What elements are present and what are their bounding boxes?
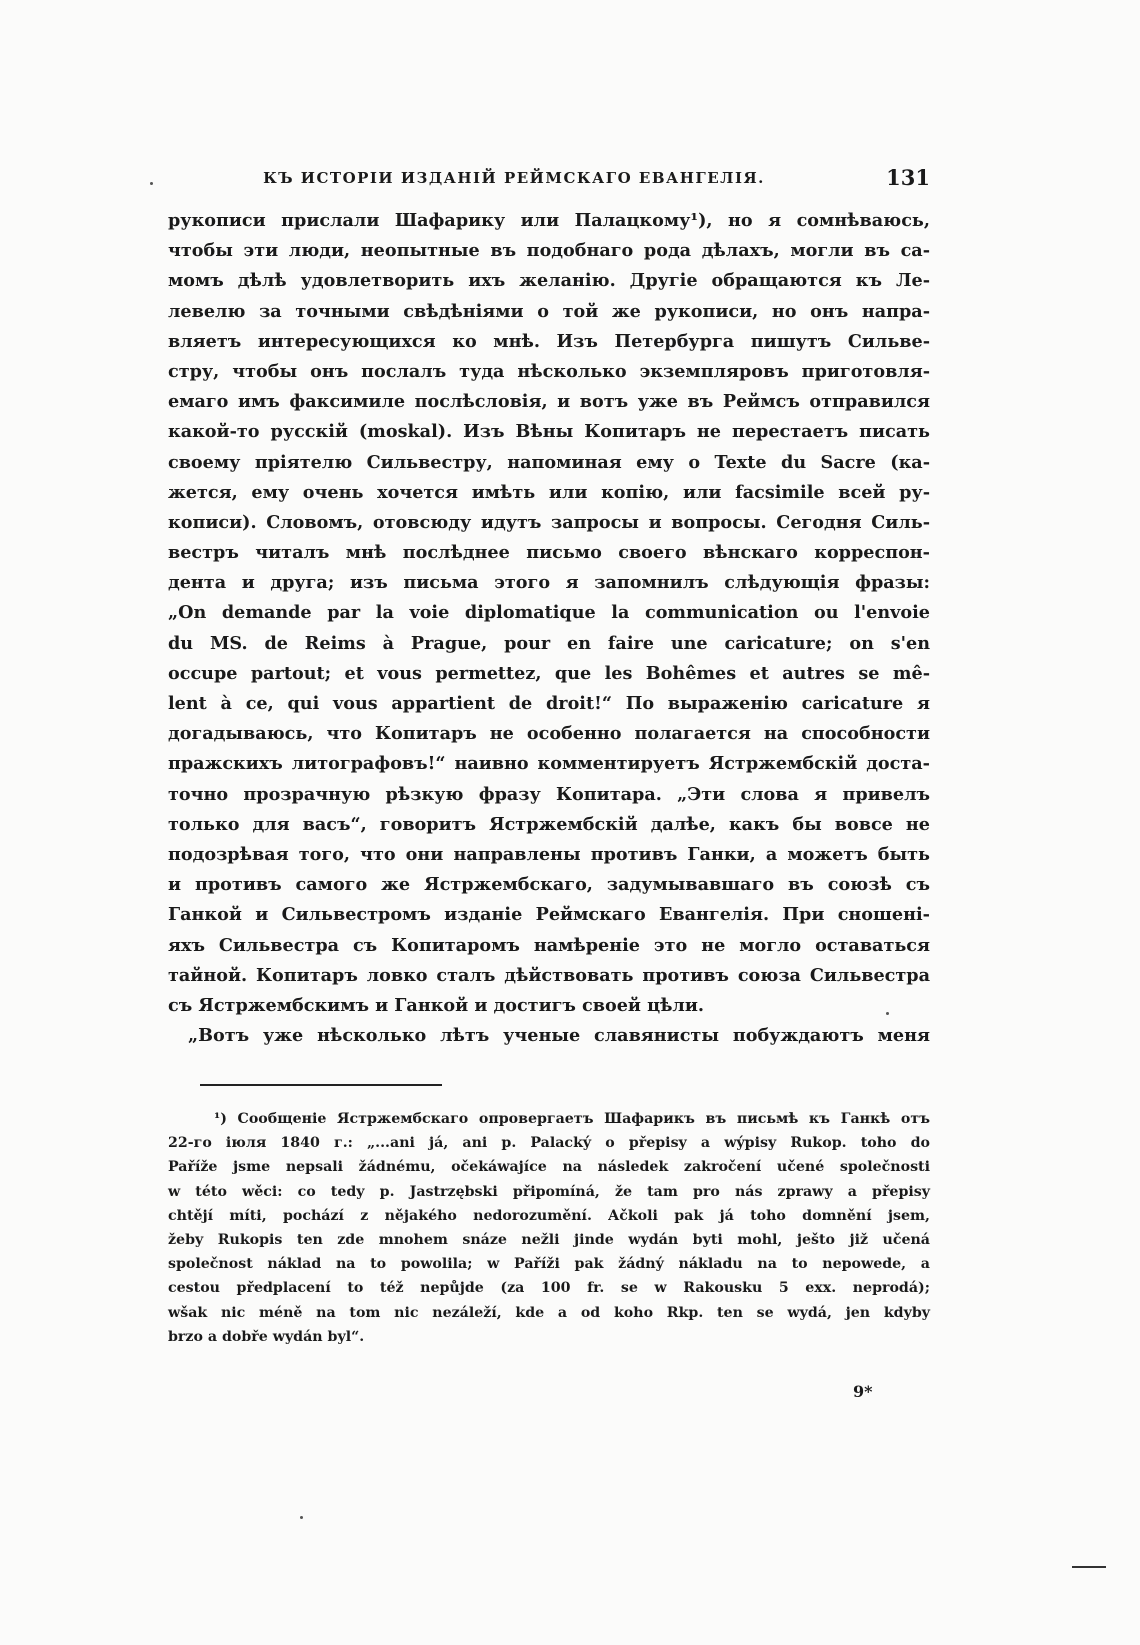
footnote-line: Paříže jsme nepsali žádnému, očekáwajíce na následek zakročení učené společnosti [168,1159,930,1176]
text-line: дента и друга; изъ письма этого я запомнилъ слѣдующія фразы: [168,572,930,594]
footnote [168,1107,930,1349]
text-line: Ганкой и Сильвестромъ изданіе Реймскаго Евангелія. При сношені- [168,904,930,926]
print-speck [150,182,153,185]
footnote-line: společnost náklad na to powolila; w Paříži pak žádný nákladu na to nepowede, a [168,1256,930,1273]
text-line: какой-то русскій (moskal). Изъ Вѣны Копитаръ не перестаетъ писать [168,421,930,443]
text-line: тайной. Копитаръ ловко сталъ дѣйствовать противъ союза Сильвестра [168,964,930,986]
text-line: левелю за точными свѣдѣніями о той же рукописи, но онъ напра- [168,300,930,322]
text-line: вляетъ интересующихся ко мнѣ. Изъ Петербурга пишутъ Сильве- [168,330,930,352]
signature-mark: 9* [853,1382,873,1401]
text-line: емаго имъ факсимиле послѣсловія, и вотъ уже въ Реймсъ отправился [168,391,930,413]
running-title: КЪ ИСТОРІИ ИЗДАНІЙ РЕЙМСКАГО ЕВАНГЕЛІЯ. [263,169,765,187]
text-line: стру, чтобы онъ послалъ туда нѣсколько экземпляровъ приготовля- [168,360,930,382]
text-line: своему пріятелю Сильвестру, напоминая ему о Texte du Sacre (ка- [168,451,930,473]
footnote-line: brzo a dobře wydán byl“. [168,1328,365,1345]
text-line: пражскихъ литографовъ!“ наивно комментируетъ Ястржембскій доста- [168,753,930,775]
text-line: „On demande par la voie diplomatique la communication ou l'envoie [168,602,930,624]
text-line: чтобы эти люди, неопытные въ подобнаго рода дѣлахъ, могли въ са- [168,240,930,262]
text-line: рукописи прислали Шафарику или Палацкому¹), но я сомнѣваюсь, [168,210,930,231]
text-line: жется, ему очень хочется имѣть или копію, или facsimile всей ру- [168,481,930,503]
footnote-line: žeby Rukopis ten zde mnohem snáze nežli jinde wydán byti mohl, ješto již učená [168,1231,930,1248]
running-head [168,160,930,196]
footnote-line: cestou předplacení to též nepůjde (za 100 fr. se w Rakousku 5 exx. neprodá); [168,1280,930,1297]
footnote-line: 22-го іюля 1840 г.: „...ani já, ani p. Palacký o přepisy a wýpisy Rukop. toho do [168,1135,930,1152]
text-line: догадываюсь, что Копитаръ не особенно полагается на способности [168,723,930,745]
footnote-line: ¹) Сообщеніе Ястржембскаго опровергаетъ Шафарикъ въ письмѣ къ Ганкѣ отъ [214,1111,930,1127]
text-line: съ Ястржембскимъ и Ганкой и достигъ своей цѣли. [168,994,705,1016]
text-line: lent à ce, qui vous appartient de droit!“ По выраженію caricature я [168,693,930,714]
footnote-line: wšak nic méně na tom nic nezáleží, kde a od koho Rkp. ten se wydá, jen kdyby [168,1304,930,1321]
print-speck [300,1516,303,1519]
text-line: и противъ самого же Ястржембскаго, задумывавшаго въ союзѣ съ [168,874,930,896]
text-line: яхъ Сильвестра съ Копитаромъ намѣреніе это не могло оставаться [168,934,930,956]
edge-mark [1072,1566,1106,1568]
page-number: 131 [886,165,930,190]
main-text [168,206,930,1051]
footnote-rule [200,1084,442,1086]
text-line: вестръ читалъ мнѣ послѣднее письмо своего вѣнскаго корреспон- [168,542,930,564]
text-line: occupe partout; et vous permettez, que les Bohêmes et autres se mê- [168,662,930,684]
text-line: подозрѣвая того, что они направлены противъ Ганки, а можетъ быть [168,843,930,865]
text-line: момъ дѣлѣ удовлетворить ихъ желанію. Другіе обращаются къ Ле- [168,270,930,292]
text-line: только для васъ“, говоритъ Ястржембскій далѣе, какъ бы вовсе не [168,813,930,835]
footnote-line: chtějí míti, pochází z nějakého nedorozumění. Ačkoli pak já toho domnění jsem, [168,1207,930,1224]
text-line: du MS. de Reims à Prague, pour en faire une caricature; on s'en [168,632,930,654]
text-line: „Вотъ уже нѣсколько лѣтъ ученые славянисты побуждаютъ меня [188,1025,930,1047]
text-line: кописи). Словомъ, отовсюду идутъ запросы и вопросы. Сегодня Силь- [168,511,930,533]
text-line: точно прозрачную рѣзкую фразу Копитара. „Эти слова я привелъ [168,783,930,805]
print-speck [886,1012,889,1015]
footnote-line: w této wěci: co tedy p. Jastrzębski připomíná, že tam pro nás zprawy a přepisy [168,1183,930,1200]
